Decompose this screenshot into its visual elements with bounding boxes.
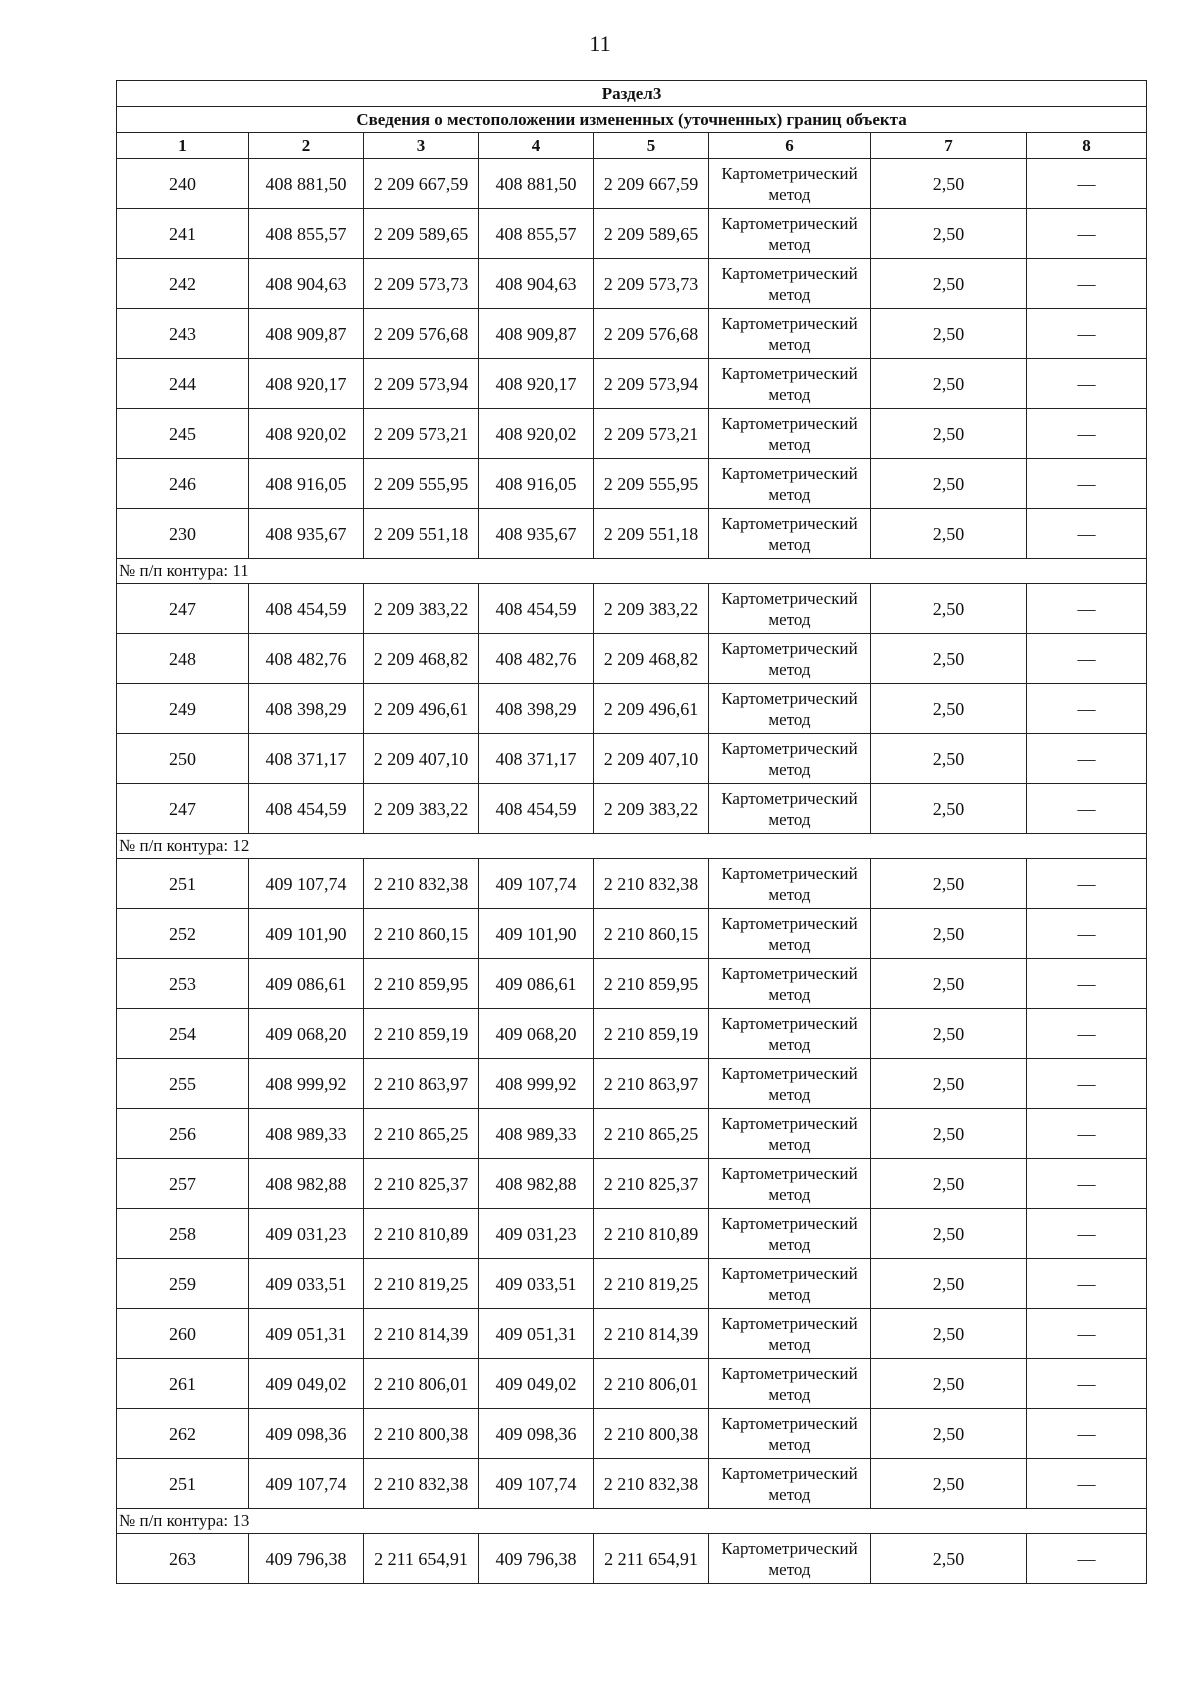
accuracy-cell: 2,50 bbox=[871, 1209, 1027, 1259]
description-cell: — bbox=[1027, 1534, 1147, 1584]
table-row bbox=[117, 259, 1147, 309]
x-new-cell: 409 068,20 bbox=[479, 1009, 594, 1059]
x-old-cell: 409 033,51 bbox=[249, 1259, 364, 1309]
point-number-cell: 253 bbox=[117, 959, 249, 1009]
method-cell: Картометрический метод bbox=[709, 1459, 871, 1509]
method-cell: Картометрический метод bbox=[709, 959, 871, 1009]
accuracy-cell: 2,50 bbox=[871, 1534, 1027, 1584]
contour-label: № п/п контура: 13 bbox=[117, 1509, 1147, 1534]
x-new-cell: 408 982,88 bbox=[479, 1159, 594, 1209]
accuracy-cell: 2,50 bbox=[871, 1159, 1027, 1209]
table-row bbox=[117, 1409, 1147, 1459]
column-header: 7 bbox=[871, 133, 1027, 159]
x-new-cell: 408 454,59 bbox=[479, 584, 594, 634]
column-header: 5 bbox=[594, 133, 709, 159]
column-number-row bbox=[117, 133, 1147, 159]
method-cell: Картометрический метод bbox=[709, 459, 871, 509]
table-row bbox=[117, 1459, 1147, 1509]
table-row bbox=[117, 734, 1147, 784]
point-number-cell: 256 bbox=[117, 1109, 249, 1159]
method-cell: Картометрический метод bbox=[709, 509, 871, 559]
method-cell: Картометрический метод bbox=[709, 159, 871, 209]
method-cell: Картометрический метод bbox=[709, 1159, 871, 1209]
description-cell: — bbox=[1027, 1459, 1147, 1509]
x-old-cell: 408 371,17 bbox=[249, 734, 364, 784]
y-old-cell: 2 209 383,22 bbox=[364, 584, 479, 634]
method-cell: Картометрический метод bbox=[709, 859, 871, 909]
y-new-cell: 2 209 573,73 bbox=[594, 259, 709, 309]
accuracy-cell: 2,50 bbox=[871, 309, 1027, 359]
y-new-cell: 2 209 496,61 bbox=[594, 684, 709, 734]
point-number-cell: 259 bbox=[117, 1259, 249, 1309]
x-old-cell: 408 999,92 bbox=[249, 1059, 364, 1109]
table-row bbox=[117, 1059, 1147, 1109]
accuracy-cell: 2,50 bbox=[871, 684, 1027, 734]
point-number-cell: 257 bbox=[117, 1159, 249, 1209]
method-cell: Картометрический метод bbox=[709, 309, 871, 359]
y-old-cell: 2 210 832,38 bbox=[364, 1459, 479, 1509]
point-number-cell: 244 bbox=[117, 359, 249, 409]
x-new-cell: 408 916,05 bbox=[479, 459, 594, 509]
x-new-cell: 408 920,17 bbox=[479, 359, 594, 409]
x-new-cell: 408 371,17 bbox=[479, 734, 594, 784]
x-new-cell: 408 482,76 bbox=[479, 634, 594, 684]
method-cell: Картометрический метод bbox=[709, 1009, 871, 1059]
accuracy-cell: 2,50 bbox=[871, 1259, 1027, 1309]
column-header: 4 bbox=[479, 133, 594, 159]
contour-label: № п/п контура: 11 bbox=[117, 559, 1147, 584]
method-cell: Картометрический метод bbox=[709, 409, 871, 459]
y-new-cell: 2 210 832,38 bbox=[594, 1459, 709, 1509]
point-number-cell: 242 bbox=[117, 259, 249, 309]
x-old-cell: 409 031,23 bbox=[249, 1209, 364, 1259]
method-cell: Картометрический метод bbox=[709, 259, 871, 309]
column-header: 3 bbox=[364, 133, 479, 159]
y-new-cell: 2 209 383,22 bbox=[594, 584, 709, 634]
y-old-cell: 2 210 819,25 bbox=[364, 1259, 479, 1309]
column-header: 6 bbox=[709, 133, 871, 159]
method-cell: Картометрический метод bbox=[709, 1209, 871, 1259]
table-row bbox=[117, 209, 1147, 259]
table-row bbox=[117, 1359, 1147, 1409]
x-old-cell: 409 107,74 bbox=[249, 859, 364, 909]
x-old-cell: 408 920,17 bbox=[249, 359, 364, 409]
x-old-cell: 408 909,87 bbox=[249, 309, 364, 359]
page-number: 11 bbox=[589, 31, 611, 56]
x-old-cell: 408 398,29 bbox=[249, 684, 364, 734]
accuracy-cell: 2,50 bbox=[871, 1059, 1027, 1109]
accuracy-cell: 2,50 bbox=[871, 734, 1027, 784]
x-new-cell: 408 935,67 bbox=[479, 509, 594, 559]
x-old-cell: 408 920,02 bbox=[249, 409, 364, 459]
x-new-cell: 408 454,59 bbox=[479, 784, 594, 834]
method-cell: Картометрический метод bbox=[709, 909, 871, 959]
x-new-cell: 408 999,92 bbox=[479, 1059, 594, 1109]
description-cell: — bbox=[1027, 1059, 1147, 1109]
description-cell: — bbox=[1027, 584, 1147, 634]
x-old-cell: 408 881,50 bbox=[249, 159, 364, 209]
y-old-cell: 2 210 832,38 bbox=[364, 859, 479, 909]
contour-row bbox=[117, 834, 1147, 859]
method-cell: Картометрический метод bbox=[709, 1109, 871, 1159]
description-cell: — bbox=[1027, 909, 1147, 959]
description-cell: — bbox=[1027, 209, 1147, 259]
table-row bbox=[117, 1159, 1147, 1209]
x-new-cell: 409 107,74 bbox=[479, 1459, 594, 1509]
description-cell: — bbox=[1027, 1009, 1147, 1059]
description-cell: — bbox=[1027, 1409, 1147, 1459]
contour-row bbox=[117, 1509, 1147, 1534]
y-new-cell: 2 209 407,10 bbox=[594, 734, 709, 784]
x-new-cell: 409 049,02 bbox=[479, 1359, 594, 1409]
y-old-cell: 2 210 859,95 bbox=[364, 959, 479, 1009]
y-new-cell: 2 210 814,39 bbox=[594, 1309, 709, 1359]
x-old-cell: 409 098,36 bbox=[249, 1409, 364, 1459]
y-old-cell: 2 210 825,37 bbox=[364, 1159, 479, 1209]
point-number-cell: 260 bbox=[117, 1309, 249, 1359]
method-cell: Картометрический метод bbox=[709, 209, 871, 259]
x-old-cell: 409 796,38 bbox=[249, 1534, 364, 1584]
description-cell: — bbox=[1027, 784, 1147, 834]
x-old-cell: 409 068,20 bbox=[249, 1009, 364, 1059]
x-new-cell: 409 031,23 bbox=[479, 1209, 594, 1259]
description-cell: — bbox=[1027, 409, 1147, 459]
accuracy-cell: 2,50 bbox=[871, 209, 1027, 259]
y-old-cell: 2 210 860,15 bbox=[364, 909, 479, 959]
table-row bbox=[117, 1309, 1147, 1359]
description-cell: — bbox=[1027, 309, 1147, 359]
method-cell: Картометрический метод bbox=[709, 1309, 871, 1359]
point-number-cell: 252 bbox=[117, 909, 249, 959]
accuracy-cell: 2,50 bbox=[871, 784, 1027, 834]
accuracy-cell: 2,50 bbox=[871, 259, 1027, 309]
point-number-cell: 261 bbox=[117, 1359, 249, 1409]
x-new-cell: 408 855,57 bbox=[479, 209, 594, 259]
table-row bbox=[117, 909, 1147, 959]
x-new-cell: 409 101,90 bbox=[479, 909, 594, 959]
method-cell: Картометрический метод bbox=[709, 359, 871, 409]
x-old-cell: 409 049,02 bbox=[249, 1359, 364, 1409]
x-old-cell: 408 916,05 bbox=[249, 459, 364, 509]
y-new-cell: 2 209 468,82 bbox=[594, 634, 709, 684]
description-cell: — bbox=[1027, 734, 1147, 784]
x-new-cell: 409 796,38 bbox=[479, 1534, 594, 1584]
point-number-cell: 249 bbox=[117, 684, 249, 734]
table-row bbox=[117, 159, 1147, 209]
column-header: 8 bbox=[1027, 133, 1147, 159]
y-old-cell: 2 209 573,21 bbox=[364, 409, 479, 459]
y-new-cell: 2 209 573,21 bbox=[594, 409, 709, 459]
table-row bbox=[117, 309, 1147, 359]
accuracy-cell: 2,50 bbox=[871, 509, 1027, 559]
y-old-cell: 2 209 589,65 bbox=[364, 209, 479, 259]
contour-label: № п/п контура: 12 bbox=[117, 834, 1147, 859]
x-old-cell: 409 086,61 bbox=[249, 959, 364, 1009]
x-old-cell: 408 454,59 bbox=[249, 784, 364, 834]
table-row bbox=[117, 459, 1147, 509]
y-new-cell: 2 209 383,22 bbox=[594, 784, 709, 834]
accuracy-cell: 2,50 bbox=[871, 1109, 1027, 1159]
accuracy-cell: 2,50 bbox=[871, 584, 1027, 634]
y-new-cell: 2 211 654,91 bbox=[594, 1534, 709, 1584]
table-row bbox=[117, 359, 1147, 409]
point-number-cell: 263 bbox=[117, 1534, 249, 1584]
x-old-cell: 409 101,90 bbox=[249, 909, 364, 959]
y-old-cell: 2 209 468,82 bbox=[364, 634, 479, 684]
table-row bbox=[117, 859, 1147, 909]
x-old-cell: 408 904,63 bbox=[249, 259, 364, 309]
accuracy-cell: 2,50 bbox=[871, 459, 1027, 509]
point-number-cell: 258 bbox=[117, 1209, 249, 1259]
y-new-cell: 2 210 860,15 bbox=[594, 909, 709, 959]
description-cell: — bbox=[1027, 1159, 1147, 1209]
x-old-cell: 409 051,31 bbox=[249, 1309, 364, 1359]
x-new-cell: 408 920,02 bbox=[479, 409, 594, 459]
description-cell: — bbox=[1027, 259, 1147, 309]
column-header: 1 bbox=[117, 133, 249, 159]
table-row bbox=[117, 634, 1147, 684]
accuracy-cell: 2,50 bbox=[871, 159, 1027, 209]
x-old-cell: 408 482,76 bbox=[249, 634, 364, 684]
y-old-cell: 2 209 407,10 bbox=[364, 734, 479, 784]
x-new-cell: 409 051,31 bbox=[479, 1309, 594, 1359]
y-new-cell: 2 209 555,95 bbox=[594, 459, 709, 509]
table-row bbox=[117, 1209, 1147, 1259]
description-cell: — bbox=[1027, 684, 1147, 734]
accuracy-cell: 2,50 bbox=[871, 1409, 1027, 1459]
y-old-cell: 2 210 814,39 bbox=[364, 1309, 479, 1359]
x-old-cell: 408 989,33 bbox=[249, 1109, 364, 1159]
accuracy-cell: 2,50 bbox=[871, 409, 1027, 459]
x-new-cell: 408 398,29 bbox=[479, 684, 594, 734]
x-old-cell: 408 454,59 bbox=[249, 584, 364, 634]
y-new-cell: 2 210 825,37 bbox=[594, 1159, 709, 1209]
table-row bbox=[117, 1009, 1147, 1059]
method-cell: Картометрический метод bbox=[709, 734, 871, 784]
x-old-cell: 409 107,74 bbox=[249, 1459, 364, 1509]
accuracy-cell: 2,50 bbox=[871, 1309, 1027, 1359]
y-new-cell: 2 210 810,89 bbox=[594, 1209, 709, 1259]
y-old-cell: 2 210 806,01 bbox=[364, 1359, 479, 1409]
description-cell: — bbox=[1027, 1359, 1147, 1409]
method-cell: Картометрический метод bbox=[709, 1359, 871, 1409]
y-old-cell: 2 209 496,61 bbox=[364, 684, 479, 734]
description-cell: — bbox=[1027, 509, 1147, 559]
y-old-cell: 2 209 667,59 bbox=[364, 159, 479, 209]
description-cell: — bbox=[1027, 1259, 1147, 1309]
x-new-cell: 409 033,51 bbox=[479, 1259, 594, 1309]
method-cell: Картометрический метод bbox=[709, 584, 871, 634]
y-old-cell: 2 209 383,22 bbox=[364, 784, 479, 834]
table-row bbox=[117, 784, 1147, 834]
point-number-cell: 251 bbox=[117, 1459, 249, 1509]
column-header: 2 bbox=[249, 133, 364, 159]
x-new-cell: 409 098,36 bbox=[479, 1409, 594, 1459]
point-number-cell: 243 bbox=[117, 309, 249, 359]
point-number-cell: 245 bbox=[117, 409, 249, 459]
accuracy-cell: 2,50 bbox=[871, 859, 1027, 909]
table-title-row bbox=[117, 107, 1147, 133]
method-cell: Картометрический метод bbox=[709, 1534, 871, 1584]
description-cell: — bbox=[1027, 634, 1147, 684]
x-old-cell: 408 855,57 bbox=[249, 209, 364, 259]
description-cell: — bbox=[1027, 459, 1147, 509]
x-new-cell: 409 107,74 bbox=[479, 859, 594, 909]
point-number-cell: 241 bbox=[117, 209, 249, 259]
y-old-cell: 2 210 810,89 bbox=[364, 1209, 479, 1259]
method-cell: Картометрический метод bbox=[709, 1409, 871, 1459]
y-old-cell: 2 209 551,18 bbox=[364, 509, 479, 559]
description-cell: — bbox=[1027, 1109, 1147, 1159]
method-cell: Картометрический метод bbox=[709, 684, 871, 734]
y-new-cell: 2 209 551,18 bbox=[594, 509, 709, 559]
x-new-cell: 409 086,61 bbox=[479, 959, 594, 1009]
table-row bbox=[117, 1109, 1147, 1159]
y-new-cell: 2 210 832,38 bbox=[594, 859, 709, 909]
x-new-cell: 408 904,63 bbox=[479, 259, 594, 309]
accuracy-cell: 2,50 bbox=[871, 1359, 1027, 1409]
method-cell: Картометрический метод bbox=[709, 634, 871, 684]
table-row bbox=[117, 584, 1147, 634]
y-new-cell: 2 210 800,38 bbox=[594, 1409, 709, 1459]
point-number-cell: 254 bbox=[117, 1009, 249, 1059]
y-new-cell: 2 209 576,68 bbox=[594, 309, 709, 359]
table-row bbox=[117, 684, 1147, 734]
y-old-cell: 2 209 555,95 bbox=[364, 459, 479, 509]
method-cell: Картометрический метод bbox=[709, 784, 871, 834]
point-number-cell: 230 bbox=[117, 509, 249, 559]
point-number-cell: 250 bbox=[117, 734, 249, 784]
section-header-row bbox=[117, 81, 1147, 107]
accuracy-cell: 2,50 bbox=[871, 1009, 1027, 1059]
description-cell: — bbox=[1027, 1309, 1147, 1359]
point-number-cell: 262 bbox=[117, 1409, 249, 1459]
accuracy-cell: 2,50 bbox=[871, 909, 1027, 959]
description-cell: — bbox=[1027, 1209, 1147, 1259]
section-heading: Раздел3 bbox=[117, 81, 1147, 107]
contour-row bbox=[117, 559, 1147, 584]
y-new-cell: 2 210 865,25 bbox=[594, 1109, 709, 1159]
point-number-cell: 251 bbox=[117, 859, 249, 909]
table-row bbox=[117, 1259, 1147, 1309]
method-cell: Картометрический метод bbox=[709, 1059, 871, 1109]
x-old-cell: 408 935,67 bbox=[249, 509, 364, 559]
point-number-cell: 247 bbox=[117, 784, 249, 834]
y-old-cell: 2 210 800,38 bbox=[364, 1409, 479, 1459]
y-new-cell: 2 209 589,65 bbox=[594, 209, 709, 259]
table-row bbox=[117, 509, 1147, 559]
y-new-cell: 2 209 667,59 bbox=[594, 159, 709, 209]
x-new-cell: 408 989,33 bbox=[479, 1109, 594, 1159]
accuracy-cell: 2,50 bbox=[871, 359, 1027, 409]
y-new-cell: 2 210 859,95 bbox=[594, 959, 709, 1009]
method-cell: Картометрический метод bbox=[709, 1259, 871, 1309]
y-new-cell: 2 209 573,94 bbox=[594, 359, 709, 409]
table-row bbox=[117, 409, 1147, 459]
x-old-cell: 408 982,88 bbox=[249, 1159, 364, 1209]
x-new-cell: 408 909,87 bbox=[479, 309, 594, 359]
y-new-cell: 2 210 806,01 bbox=[594, 1359, 709, 1409]
y-old-cell: 2 210 859,19 bbox=[364, 1009, 479, 1059]
y-old-cell: 2 210 865,25 bbox=[364, 1109, 479, 1159]
y-old-cell: 2 210 863,97 bbox=[364, 1059, 479, 1109]
accuracy-cell: 2,50 bbox=[871, 634, 1027, 684]
point-number-cell: 247 bbox=[117, 584, 249, 634]
description-cell: — bbox=[1027, 859, 1147, 909]
y-old-cell: 2 209 573,94 bbox=[364, 359, 479, 409]
point-number-cell: 246 bbox=[117, 459, 249, 509]
y-new-cell: 2 210 863,97 bbox=[594, 1059, 709, 1109]
boundary-coordinates-table bbox=[116, 80, 1147, 1584]
table-row bbox=[117, 959, 1147, 1009]
description-cell: — bbox=[1027, 359, 1147, 409]
point-number-cell: 255 bbox=[117, 1059, 249, 1109]
y-new-cell: 2 210 859,19 bbox=[594, 1009, 709, 1059]
accuracy-cell: 2,50 bbox=[871, 1459, 1027, 1509]
x-new-cell: 408 881,50 bbox=[479, 159, 594, 209]
table-title: Сведения о местоположении измененных (уточненных) границ объекта bbox=[117, 107, 1147, 133]
y-old-cell: 2 209 576,68 bbox=[364, 309, 479, 359]
table-row bbox=[117, 1534, 1147, 1584]
y-old-cell: 2 209 573,73 bbox=[364, 259, 479, 309]
y-new-cell: 2 210 819,25 bbox=[594, 1259, 709, 1309]
point-number-cell: 240 bbox=[117, 159, 249, 209]
description-cell: — bbox=[1027, 959, 1147, 1009]
point-number-cell: 248 bbox=[117, 634, 249, 684]
accuracy-cell: 2,50 bbox=[871, 959, 1027, 1009]
table-body bbox=[117, 81, 1147, 1584]
y-old-cell: 2 211 654,91 bbox=[364, 1534, 479, 1584]
description-cell: — bbox=[1027, 159, 1147, 209]
